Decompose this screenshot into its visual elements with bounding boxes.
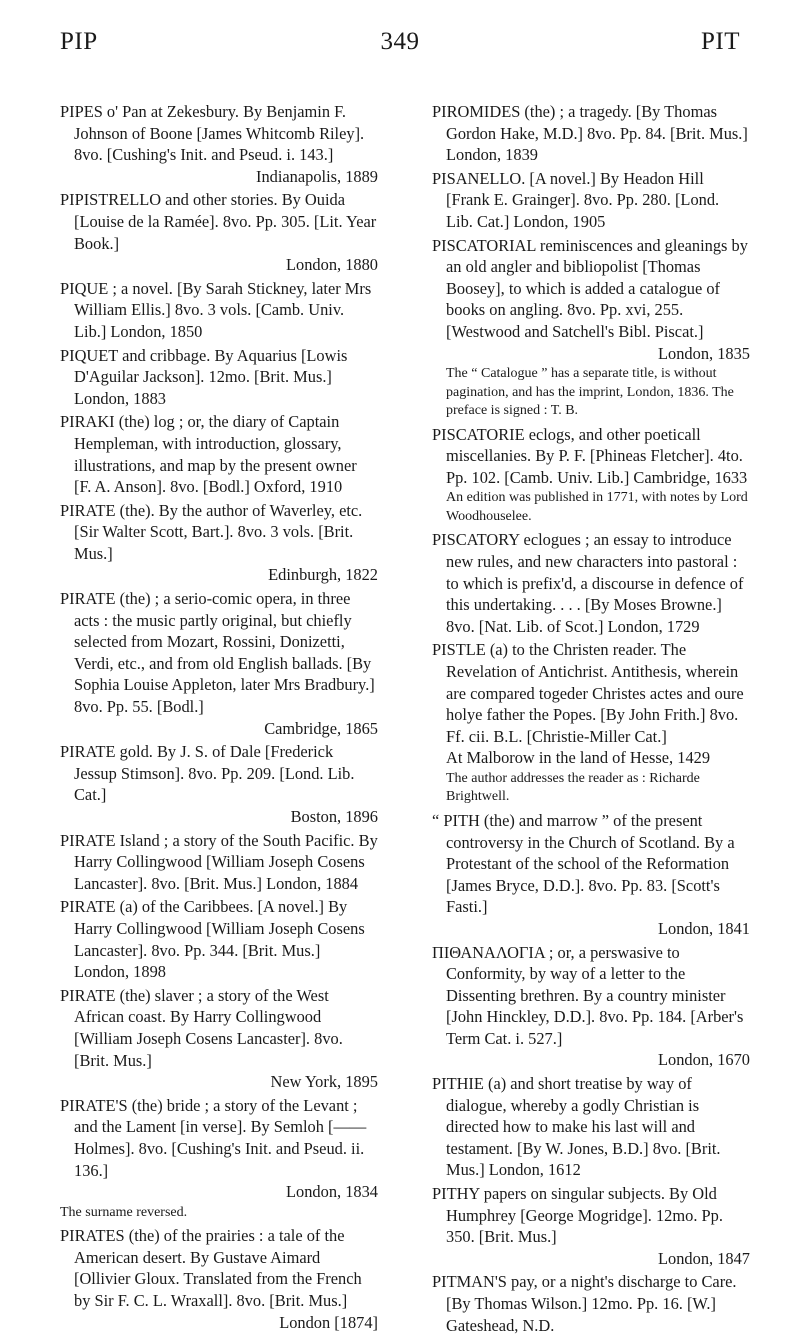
entry: PIQUE ; a novel. [By Sarah Stickney, later Mrs William Ellis.] 8vo. 3 vols. [Camb. Univ. Lib.] London, 1850 [60,278,372,341]
entry: PIRATE Island ; a story of the South Pacific. By Harry Collingwood [William Joseph Cosens Lancaster]. 8vo. [Brit. Mus.] London, 1884 [60,830,378,893]
entry: PIRATE'S (the) bride ; a story of the Levant ; and the Lament [in verse]. By Semloh [—— Holmes]. 8vo. [Cushing's Init. and Pseud. ii. 136.] London, 1834 [60,1095,378,1202]
entry: PIRATE (the) ; a serio-comic opera, in three acts : the music partly original, but chiefly selected from Mozart, Rossini, Donizetti, Verdi, etc., and from old English ballads. [By Sophia Louise Appleton, later Mrs Bradbury.] 8vo. Pp. 55. [Bodl.] Cambridge, 1865 [60,589,378,738]
right-column [432,101,750,1338]
entry: PISCATORIAL reminiscences and gleanings by an old angler and bibliopolist [Thomas Boosey], to which is added a catalogue of books on angling. 8vo. Pp. xvi, 255. [Westwood and Satchell's Bibl. Piscat.] London, 1835 [432,235,750,363]
page-number: 349 [380,28,420,55]
entry: PIRATE (the) slaver ; a story of the West African coast. By Harry Collingwood [William Joseph Cosens Lancaster]. 8vo. [Brit. Mus.] New York, 1895 [60,985,378,1092]
running-head-right: PIT [701,28,740,55]
entry: PIRATE gold. By J. S. of Dale [Frederick Jessup Stimson]. 8vo. Pp. 209. [Lond. Lib. Cat.] Boston, 1896 [60,742,378,826]
left-column [60,101,378,1335]
entry: PITMAN'S pay, or a night's discharge to Care. [By Thomas Wilson.] 12mo. Pp. 16. [W.] Gateshead, N.D. [432,1272,737,1335]
entry: ΠΙΘΑΝΑΛΟΓΙΑ ; or, a perswasive to Conformity, by way of a letter to the Dissenting brethren. By a country minister [John Hinckley, D.D.]. 8vo. Pp. 184. [Arber's Term Cat. i. 527.] London, 1670 [432,942,750,1070]
entry: PIRAKI (the) log ; or, the diary of Captain Hempleman, with introduction, glossary, illustrations, and map by the present owner [F. A. Anson]. 8vo. [Bodl.] Oxford, 1910 [60,412,357,497]
entry: PIROMIDES (the) ; a tragedy. [By Thomas Gordon Hake, M.D.] 8vo. Pp. 84. [Brit. Mus.] London, 1839 [432,102,748,165]
entry: PISCATORY eclogues ; an essay to introduce new rules, and new characters into pastoral : to which is prefix'd, a discourse in defence of this undertaking. . . . [By Moses Browne.] 8vo. [Nat. Lib. of Scot.] London, 1729 [432,530,744,636]
entry: “ PITH (the) and marrow ” of the present controversy in the Church of Scotland. By a Protestant of the school of the Reformation [James Bryce, D.D.]. 8vo. Pp. 83. [Scott's Fasti.] London, 1841 [432,810,750,938]
entry: PIRATE (a) of the Caribbees. [A novel.] By Harry Collingwood [William Joseph Cosens Lancaster]. 8vo. Pp. 344. [Brit. Mus.] London, 1898 [60,897,365,982]
entry: PITHIE (a) and short treatise by way of dialogue, whereby a godly Christian is directed how to make his last will and testament. [By W. Jones, B.D.] 8vo. [Brit. Mus.] London, 1612 [432,1074,721,1180]
page-header [60,28,740,68]
entry: PIPES o' Pan at Zekesbury. By Benjamin F. Johnson of Boone [James Whitcomb Riley]. 8vo. [Cushing's Init. and Pseud. i. 143.] Indianapolis, 1889 [60,102,378,186]
entry-note: An edition was published in 1771, with notes by Lord Woodhouselee. [446,490,748,524]
entry: PIRATE (the). By the author of Waverley, etc. [Sir Walter Scott, Bart.]. 8vo. 3 vols. [Brit. Mus.] Edinburgh, 1822 [60,500,378,585]
entry-note: The author addresses the reader as : Richarde Brightwell. [446,770,700,805]
entry: PIPISTRELLO and other stories. By Ouida [Louise de la Ramée]. 8vo. Pp. 305. [Lit. Year Book.] London, 1880 [60,190,378,275]
entry: PISTLE (a) to the Christen reader. The Revelation of Antichrist. Antithesis, wherein are compared togeder Christes actes and oure holye father the Popes. [By John Frith.] 8vo. Ff. cii. B.L. [Christie-Miller Cat.] At Malborow in the land of Hesse, 1429 [432,640,744,768]
running-head-left: PIP [60,28,98,55]
entry: PIQUET and cribbage. By Aquarius [Lowis D'Aguilar Jackson]. 12mo. [Brit. Mus.] London, 1883 [60,345,348,408]
entry-note: The surname reversed. [60,1204,188,1220]
entry: PIRATES (the) of the prairies : a tale of the American desert. By Gustave Aimard [Ollivier Gloux. Translated from the French by Sir F. C. L. Wraxall]. 8vo. [Brit. Mus.] London [1874] [60,1226,378,1332]
entry-note: The “ Catalogue ” has a separate title, is without pagination, and has the imprint, London, 1836. The preface is signed : T. B. [446,366,734,419]
entry: PITHY papers on singular subjects. By Old Humphrey [George Mogridge]. 12mo. Pp. 350. [Brit. Mus.] London, 1847 [432,1184,750,1268]
entry: PISANELLO. [A novel.] By Headon Hill [Frank E. Grainger]. 8vo. Pp. 280. [Lond. Lib. Cat.] London, 1905 [432,168,720,231]
entry: PISCATORIE eclogs, and other poeticall miscellanies. By P. F. [Phineas Fletcher]. 4to. Pp. 102. [Camb. Univ. Lib.] Cambridge, 1633 [432,424,748,487]
